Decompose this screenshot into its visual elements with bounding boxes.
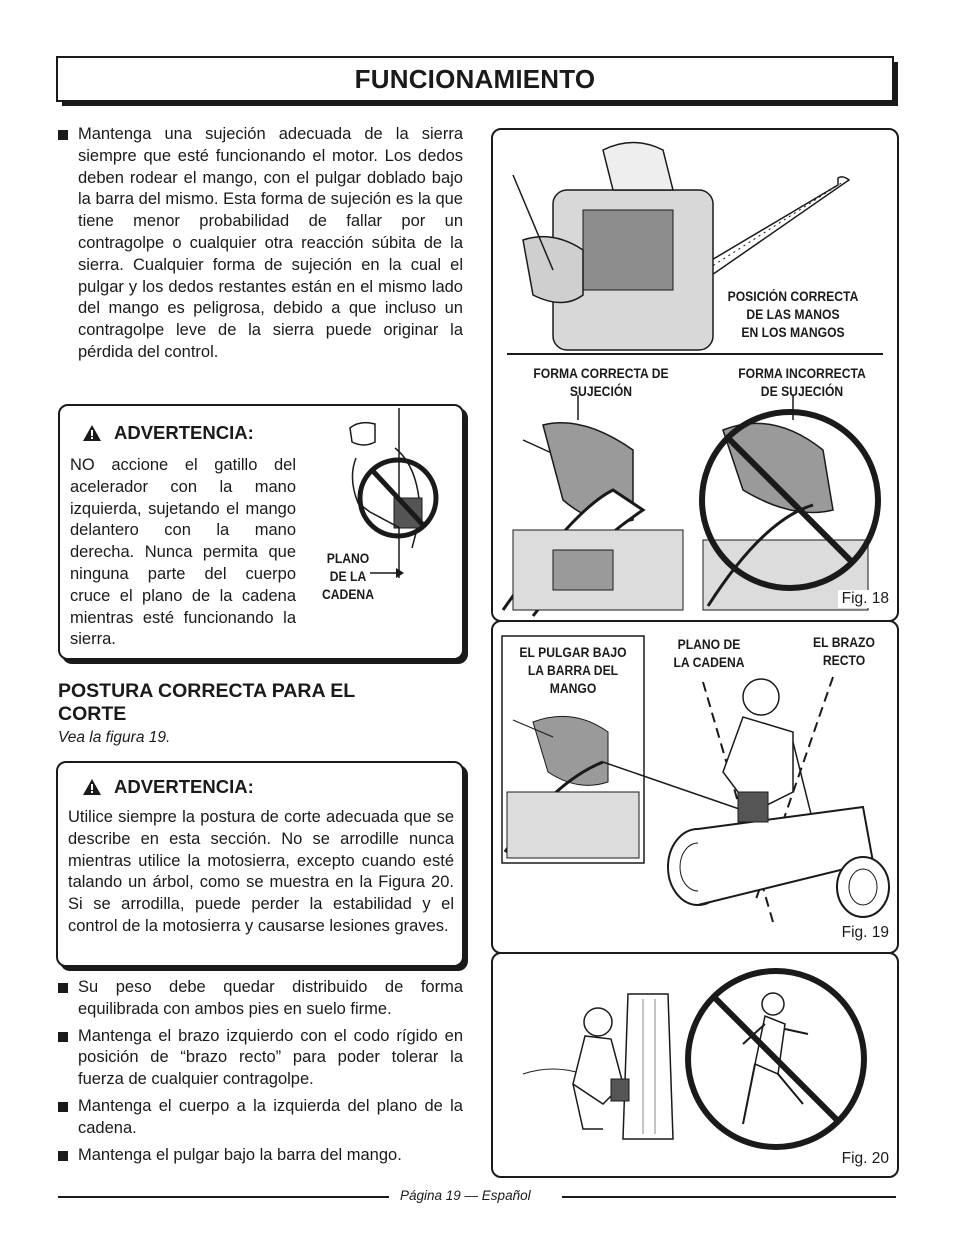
figure-20 bbox=[491, 952, 899, 1178]
plane-callout-line-1: PLANO bbox=[326, 551, 370, 566]
figure-19 bbox=[491, 620, 899, 954]
bullet-square-icon bbox=[58, 1151, 68, 1161]
warning-1-title: ADVERTENCIA: bbox=[114, 422, 254, 443]
fig18-callout-right-line-2: DE SUJECIÓN bbox=[760, 384, 844, 399]
fig19-callout-thumb bbox=[515, 644, 630, 698]
warning-2-title: ADVERTENCIA: bbox=[114, 776, 254, 797]
list-item-text: Su peso debe quedar distribuido de forma equilibrada con ambos pies en suelo firme. bbox=[78, 978, 463, 1018]
figure-18 bbox=[491, 128, 899, 622]
footer-rule-right bbox=[562, 1196, 896, 1198]
page-header bbox=[56, 56, 894, 102]
list-item-text: Mantenga el cuerpo a la izquierda del plano de la cadena. bbox=[78, 1096, 463, 1137]
bullet-square-icon bbox=[58, 1102, 68, 1112]
fig19-callout-arm bbox=[804, 634, 885, 670]
fig18-callout-top-line-1: POSICIÓN CORRECTA bbox=[727, 289, 859, 304]
fig18-callout-right-line-1: FORMA INCORRECTA bbox=[738, 366, 866, 381]
fig19-callout-plane-line-2: LA CADENA bbox=[673, 655, 745, 670]
fig19-label: Fig. 19 bbox=[841, 924, 889, 941]
bullet-square-icon bbox=[58, 983, 68, 993]
section-heading-line-1: POSTURA CORRECTA PARA EL bbox=[58, 680, 356, 702]
fig18-callout-left-line-1: FORMA CORRECTA DE bbox=[533, 366, 669, 381]
fig20-label: Fig. 20 bbox=[841, 1150, 889, 1167]
intro-bullet-text: Mantenga una sujeción adecuada de la sierra siempre que esté funcionando el motor. Los dedos deben rodear el mango, con el pulgar doblado bajo la barra del mismo. Esta forma de sujeción es la que tiene menor probabilidad de fallar por un contragolpe o cualquier otra reacción súbita de la sierra. Cualquier forma de sujeción en la cual el pulgar y los dedos restantes están en el mismo lado del mango es peligrosa, debido a que incluso un contragolpe leve de la sierra puede originar la pérdida del control. bbox=[78, 125, 463, 361]
fig18-callout-left bbox=[522, 365, 680, 401]
bullet-square-icon bbox=[58, 130, 68, 140]
warning-1-text: NO accione el gatillo del acelerador con la mano izquierda, sujetando el mango delantero con la mano derecha. Nunca permita que ninguna parte del cuerpo cruce el plano de la cadena mientras esté funcionando la sierra. bbox=[70, 456, 296, 649]
fig19-callout-thumb-line-1: EL PULGAR BAJO bbox=[519, 645, 627, 660]
fig18-callout-top bbox=[721, 288, 865, 342]
bullet-list bbox=[58, 977, 463, 1166]
fig19-callout-arm-line-2: RECTO bbox=[822, 653, 866, 668]
fig19-callout-thumb-line-2: LA BARRA DEL bbox=[527, 663, 619, 678]
fig18-callout-left-line-2: SUJECIÓN bbox=[569, 384, 633, 399]
warning-box-1 bbox=[58, 404, 464, 660]
fig19-callout-plane bbox=[664, 636, 754, 672]
warning-triangle-icon bbox=[82, 424, 102, 442]
warning-triangle-icon bbox=[82, 778, 102, 796]
list-item bbox=[58, 977, 463, 1021]
section-heading bbox=[58, 680, 463, 726]
page-title: FUNCIONAMIENTO bbox=[354, 63, 596, 94]
list-item bbox=[58, 1145, 463, 1167]
footer-page-number: Página 19 — Español bbox=[400, 1188, 531, 1203]
list-item bbox=[58, 1096, 463, 1140]
figure-reference: Vea la figura 19. bbox=[58, 729, 171, 746]
warning-2-title-row bbox=[82, 776, 254, 798]
arrow-right-icon bbox=[370, 566, 404, 580]
bullet-square-icon bbox=[58, 1032, 68, 1042]
plane-callout-line-3: CADENA bbox=[321, 587, 374, 602]
footer-rule-left bbox=[58, 1196, 389, 1198]
plane-callout-line-2: DE LA bbox=[329, 569, 367, 584]
warning-2-text: Utilice siempre la postura de corte adecuada que se describe en esta sección. No se arrodille nunca mientras utilice la motosierra, excepto cuando esté talando un árbol, como se muestra en la Figura 20. Si se arrodilla, puede perder la estabilidad y el control de la motosierra y causarse lesiones graves. bbox=[68, 808, 454, 935]
list-item-text: Mantenga el pulgar bajo la barra del mango. bbox=[78, 1145, 402, 1164]
intro-bullet bbox=[58, 124, 463, 364]
fig18-callout-top-line-2: DE LAS MANOS bbox=[746, 307, 840, 322]
list-item-text: Mantenga el brazo izquierdo con el codo rígido en posición de “brazo recto” para poder tolerar la fuerza de cualquier contragolpe. bbox=[78, 1026, 463, 1089]
fig18-label: Fig. 18 bbox=[838, 590, 889, 608]
figure-20-illustration bbox=[493, 954, 897, 1176]
fig19-callout-plane-line-1: PLANO DE bbox=[677, 637, 741, 652]
fig19-callout-thumb-line-3: MANGO bbox=[549, 681, 597, 696]
fig18-callout-right bbox=[724, 365, 881, 401]
list-item bbox=[58, 1026, 463, 1091]
warning-box-2 bbox=[56, 761, 464, 967]
warning-1-title-row bbox=[82, 422, 254, 444]
correct-grip-drawing bbox=[503, 395, 683, 616]
fig18-callout-top-line-3: EN LOS MANGOS bbox=[741, 325, 845, 340]
fig19-callout-arm-line-1: EL BRAZO bbox=[813, 635, 875, 650]
incorrect-grip-drawing bbox=[702, 395, 878, 610]
section-heading-line-2: CORTE bbox=[58, 703, 127, 725]
